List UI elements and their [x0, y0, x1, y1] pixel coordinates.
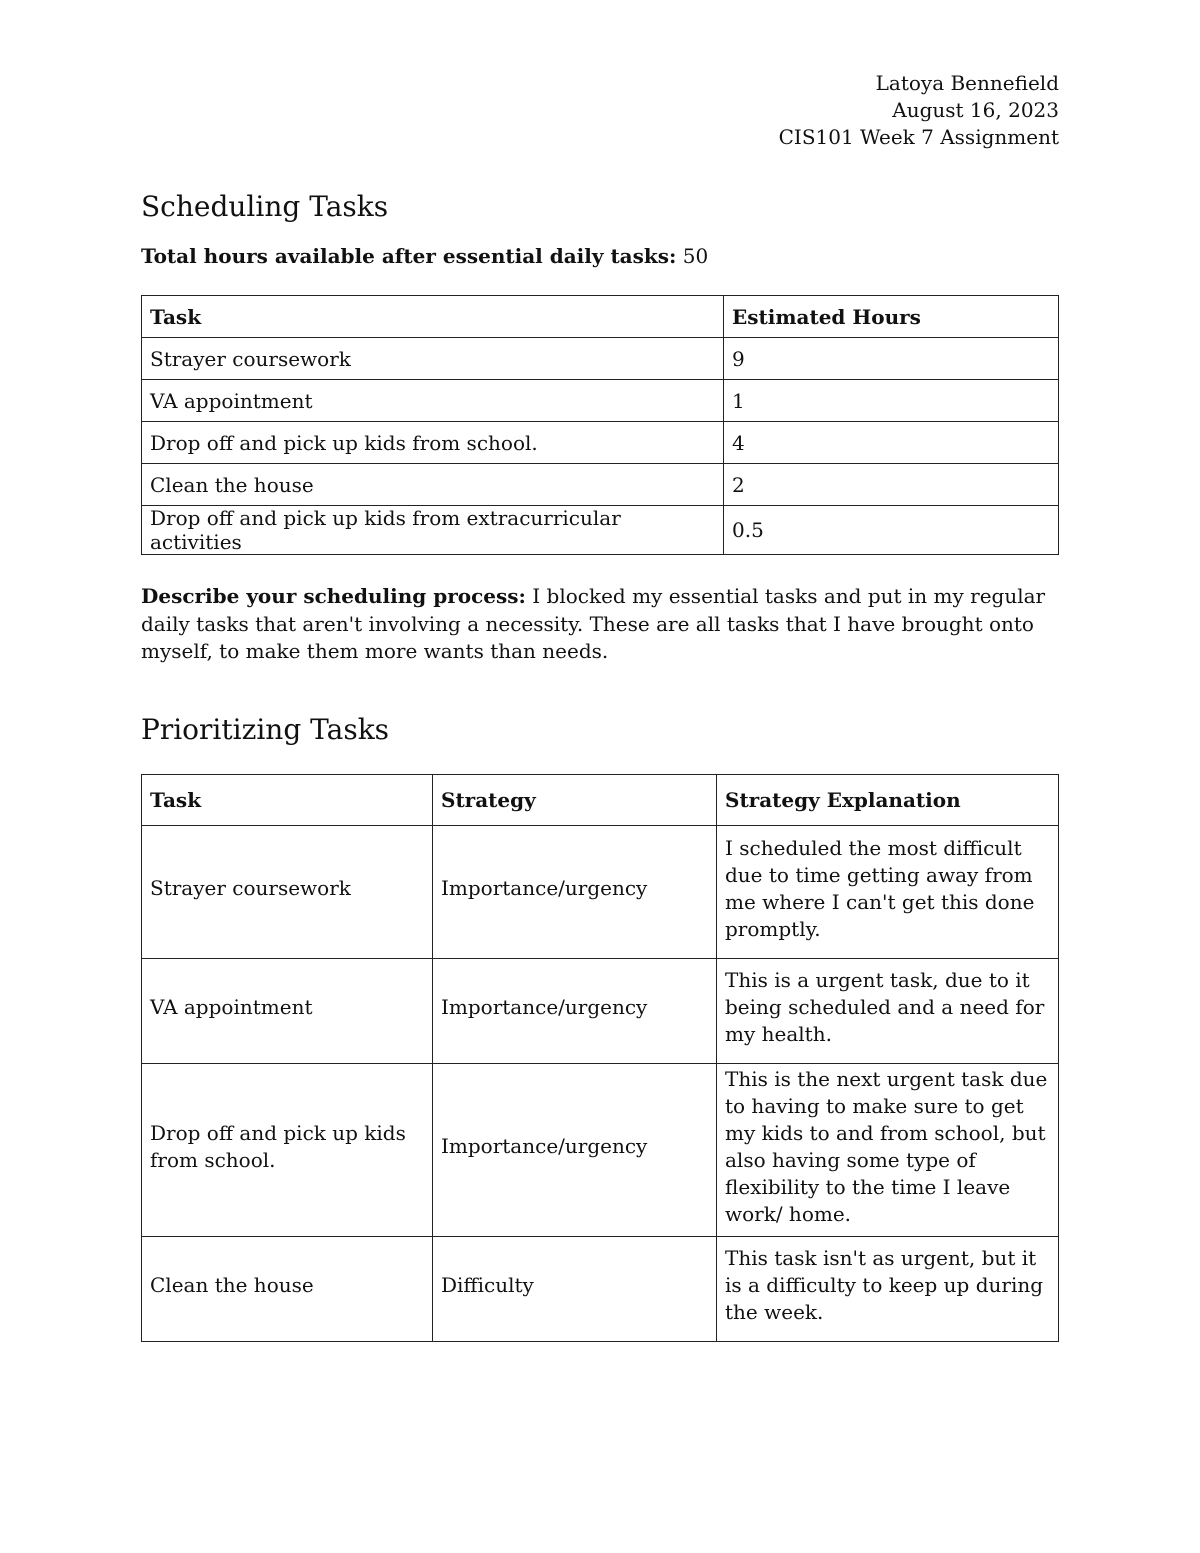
describe-text: I blocked my essential tasks and put in my regular daily tasks that aren't involving a necessity. These are all tasks that I have brought onto myself, to make them more wants than needs. — [141, 584, 1046, 663]
strategy-cell: Importance/urgency — [433, 825, 717, 958]
table-row — [142, 464, 1059, 506]
task-cell: Strayer coursework — [142, 825, 433, 958]
task-cell: Drop off and pick up kids from school. — [142, 422, 724, 464]
explanation-cell: This task isn't as urgent, but it is a difficulty to keep up during the week. — [717, 1236, 1059, 1341]
hours-cell: 9 — [724, 338, 1059, 380]
hours-cell: 2 — [724, 464, 1059, 506]
strategy-cell: Difficulty — [433, 1236, 717, 1341]
column-header-task: Task — [142, 296, 724, 338]
table-row — [142, 338, 1059, 380]
total-hours-value: 50 — [682, 244, 709, 268]
column-header-explanation: Strategy Explanation — [717, 774, 1059, 825]
total-hours-line — [141, 243, 1059, 269]
table-row — [142, 422, 1059, 464]
column-header-task: Task — [142, 774, 433, 825]
strategy-cell: Importance/urgency — [433, 1063, 717, 1236]
hours-cell: 4 — [724, 422, 1059, 464]
document-date: August 16, 2023 — [892, 98, 1059, 122]
table-row — [142, 825, 1059, 958]
task-cell: Strayer coursework — [142, 338, 724, 380]
task-cell: VA appointment — [142, 380, 724, 422]
column-header-strategy: Strategy — [433, 774, 717, 825]
author-name: Latoya Bennefield — [875, 71, 1059, 95]
describe-label: Describe your scheduling process: — [141, 584, 526, 608]
task-cell: Drop off and pick up kids from school. — [142, 1063, 433, 1236]
task-cell: Clean the house — [142, 1236, 433, 1341]
explanation-cell: I scheduled the most difficult due to time getting away from me where I can't get this done promptly. — [717, 825, 1059, 958]
prioritizing-table — [141, 774, 1059, 1342]
table-row — [142, 506, 1059, 555]
explanation-cell: This is a urgent task, due to it being scheduled and a need for my health. — [717, 958, 1059, 1063]
hours-cell: 1 — [724, 380, 1059, 422]
table-row — [142, 958, 1059, 1063]
prioritizing-heading: Prioritizing Tasks — [141, 712, 390, 746]
header-block — [141, 70, 1059, 151]
table-row — [142, 1063, 1059, 1236]
table-row — [142, 380, 1059, 422]
table-header-row — [142, 774, 1059, 825]
document-page — [141, 70, 1059, 1342]
scheduling-heading: Scheduling Tasks — [141, 190, 389, 223]
course-title: CIS101 Week 7 Assignment — [778, 125, 1059, 149]
task-cell: Drop off and pick up kids from extracurricular activities — [142, 506, 724, 555]
task-cell: Clean the house — [142, 464, 724, 506]
strategy-cell: Importance/urgency — [433, 958, 717, 1063]
total-hours-label: Total hours available after essential daily tasks: — [141, 244, 677, 268]
column-header-hours: Estimated Hours — [724, 296, 1059, 338]
hours-cell: 0.5 — [724, 506, 1059, 555]
table-row — [142, 1236, 1059, 1341]
scheduling-process-paragraph — [141, 583, 1046, 666]
table-header-row — [142, 296, 1059, 338]
scheduling-table — [141, 295, 1059, 555]
task-cell: VA appointment — [142, 958, 433, 1063]
explanation-cell: This is the next urgent task due to having to make sure to get my kids to and from school, but also having some type of flexibility to the time I leave work/ home. — [717, 1063, 1059, 1236]
